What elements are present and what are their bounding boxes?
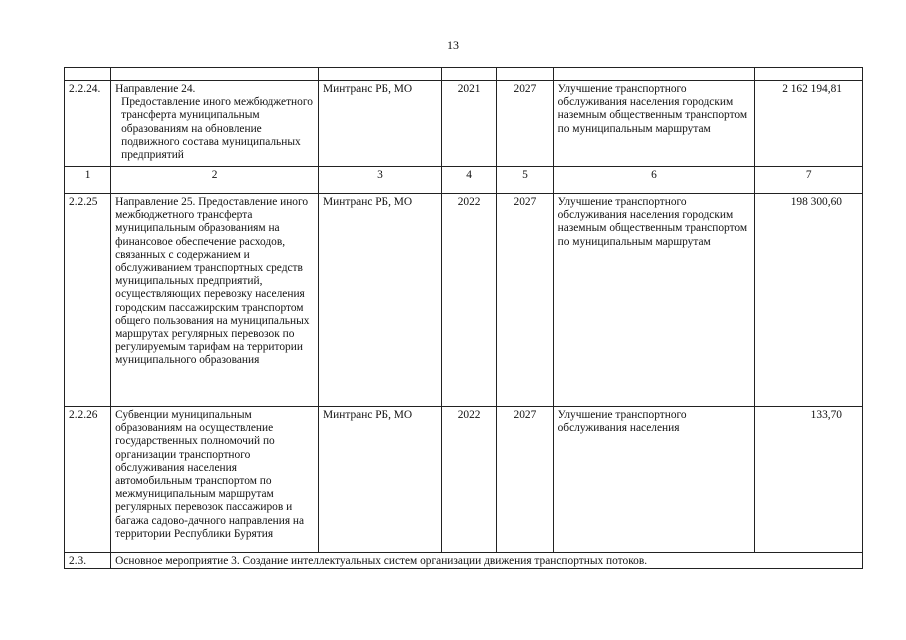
column-number: 3: [319, 167, 442, 194]
column-number: 7: [755, 167, 863, 194]
end-year: 2027: [497, 194, 553, 407]
expected-result: Улучшение транспортного обслуживания населения городским наземным общественным транспортом по муниципальным маршрутам: [553, 81, 755, 167]
end-year: 2027: [497, 407, 553, 553]
amount: 133,70: [755, 407, 863, 553]
start-year: 2022: [441, 194, 496, 407]
activity-name: [111, 81, 319, 167]
table-cell: [553, 68, 755, 81]
expected-result: Улучшение транспортного обслуживания населения городским наземным общественным транспортом по муниципальным маршрутам: [553, 194, 755, 407]
activity-title: Направление 24.: [115, 83, 196, 95]
start-year: 2021: [441, 81, 496, 167]
column-number: 5: [497, 167, 553, 194]
table-row-2-2-26: [65, 407, 863, 553]
column-number: 2: [111, 167, 319, 194]
table-row-empty: [65, 68, 863, 81]
amount: 2 162 194,81: [755, 81, 863, 167]
table-cell: [441, 68, 496, 81]
activity-name: Направление 25. Предоставление иного межбюджетного трансферта муниципальным образованиям на финансовое обеспечение расходов, связанных с содержанием и обслуживанием транспортных средств муниципальных предприятий, осуществляющих перевозку населения городским пассажирским транспортом общего пользования на муниципальных маршрутах регулярных перевозок по регулируемым тарифам на территории муниципального образования: [111, 194, 319, 407]
column-number: 4: [441, 167, 496, 194]
executor: Минтранс РБ, МО: [319, 81, 442, 167]
table-row-2-2-24: [65, 81, 863, 167]
program-table: [64, 67, 863, 569]
table-cell: [319, 68, 442, 81]
table-row-2-2-25: [65, 194, 863, 407]
row-number: 2.3.: [65, 553, 111, 569]
table-row-2-3: [65, 553, 863, 569]
page-number: 13: [447, 38, 459, 52]
table-cell: [111, 68, 319, 81]
row-number: 2.2.26: [65, 407, 111, 553]
executor: Минтранс РБ, МО: [319, 194, 442, 407]
expected-result: Улучшение транспортного обслуживания населения: [553, 407, 755, 553]
amount: 198 300,60: [755, 194, 863, 407]
row-number: 2.2.25: [65, 194, 111, 407]
executor: Минтранс РБ, МО: [319, 407, 442, 553]
activity-description: Предоставление иного межбюджетного трансферта муниципальным образованиям на обновление подвижного состава муниципальных предприятий: [121, 96, 313, 162]
main-activity-title: Основное мероприятие 3. Создание интеллектуальных систем организации движения транспортных потоков.: [111, 553, 863, 569]
table-cell: [65, 68, 111, 81]
activity-name: Субвенции муниципальным образованиям на осуществление государственных полномочий по организации транспортного обслуживания населения автомобильным транспортом по межмуниципальным маршрутам регулярных перевозок пассажиров и багажа садово-дачного направления на территории Республики Бурятия: [111, 407, 319, 553]
table-header-numbers: [65, 167, 863, 194]
column-number: 1: [65, 167, 111, 194]
row-number: 2.2.24.: [65, 81, 111, 167]
table-cell: [497, 68, 553, 81]
end-year: 2027: [497, 81, 553, 167]
table-cell: [755, 68, 863, 81]
column-number: 6: [553, 167, 755, 194]
start-year: 2022: [441, 407, 496, 553]
